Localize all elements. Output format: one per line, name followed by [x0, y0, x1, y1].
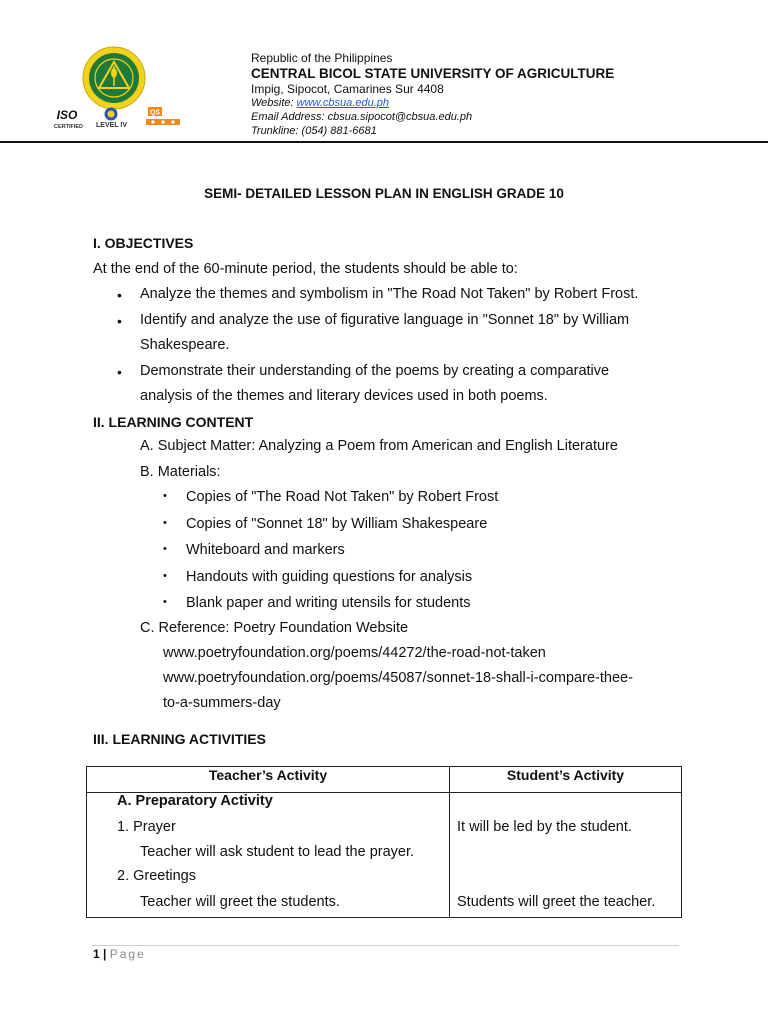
reference-url-1[interactable]: www.poetryfoundation.org/poems/44272/the-road-not-taken — [163, 645, 546, 661]
prayer-detail: Teacher will ask student to lead the prayer. — [140, 844, 415, 860]
reference-label: C. Reference: Poetry Foundation Website — [140, 620, 409, 636]
learning-content-heading: II. LEARNING CONTENT — [93, 414, 254, 430]
student-activity-cell — [450, 793, 682, 918]
page-word: Page — [109, 947, 146, 961]
student-greeting-response: Students will greet the teacher. — [457, 894, 656, 910]
table-header-row — [87, 767, 682, 793]
activities-table — [86, 766, 682, 918]
objective-item-2-line-2: Shakespeare. — [140, 337, 230, 353]
subject-matter: A. Subject Matter: Analyzing a Poem from American and English Literature — [140, 438, 618, 454]
teacher-activity-header: Teacher’s Activity — [87, 767, 450, 793]
learning-activities-heading: III. LEARNING ACTIVITIES — [93, 731, 266, 747]
objectives-heading: I. OBJECTIVES — [93, 235, 194, 251]
email-line: Email Address: cbsua.sipocot@cbsua.edu.ph — [251, 111, 473, 123]
material-item: Copies of "The Road Not Taken" by Robert Frost — [186, 489, 499, 505]
page-footer — [93, 947, 146, 961]
material-item: Blank paper and writing utensils for students — [186, 595, 471, 611]
greetings-detail: Teacher will greet the students. — [140, 894, 340, 910]
objective-item-3-line-2: analysis of the themes and literary devices used in both poems. — [140, 388, 548, 404]
material-item: Whiteboard and markers — [186, 542, 345, 558]
svg-text:QS: QS — [149, 109, 161, 117]
document-title: SEMI- DETAILED LESSON PLAN IN ENGLISH GRADE 10 — [204, 186, 564, 201]
website-line — [251, 96, 731, 110]
website-label: Website: — [251, 97, 297, 109]
material-item: Handouts with guiding questions for analysis — [186, 569, 473, 585]
bullet-icon: • — [163, 490, 167, 502]
reference-url-2-cont[interactable]: to-a-summers-day — [163, 695, 281, 711]
table-row — [87, 793, 682, 918]
qs-stars-badge-icon — [143, 107, 183, 131]
student-activity-header: Student’s Activity — [450, 767, 682, 793]
objectives-intro: At the end of the 60-minute period, the students should be able to: — [93, 261, 518, 277]
republic-line: Republic of the Philippines — [251, 51, 393, 65]
iso-certified-label: CERTIFIED — [54, 124, 84, 130]
footer-divider — [92, 945, 679, 946]
bullet-icon: • — [163, 517, 167, 529]
bullet-icon: • — [163, 596, 167, 608]
bullet-icon: • — [163, 543, 167, 555]
preparatory-activity-label: A. Preparatory Activity — [117, 793, 273, 809]
objective-item-1: Analyze the themes and symbolism in "The Road Not Taken" by Robert Frost. — [140, 286, 639, 302]
address-line: Impig, Sipocot, Camarines Sur 4408 — [251, 81, 444, 96]
page-number: 1 — [93, 947, 100, 961]
prayer-label: 1. Prayer — [117, 819, 176, 835]
university-seal-logo — [82, 46, 146, 110]
bullet-icon: • — [117, 364, 122, 380]
bullet-icon: • — [117, 313, 122, 329]
website-link[interactable]: www.cbsua.edu.ph — [296, 97, 389, 109]
bullet-icon: • — [163, 570, 167, 582]
level-iv-badge-icon — [94, 107, 128, 123]
accreditation-badges — [48, 107, 193, 133]
page-separator: | — [103, 947, 107, 961]
materials-label: B. Materials: — [140, 464, 221, 480]
objective-item-3-line-1: Demonstrate their understanding of the poems by creating a comparative — [140, 363, 610, 379]
greetings-label: 2. Greetings — [117, 868, 196, 884]
university-name: CENTRAL BICOL STATE UNIVERSITY OF AGRICULTURE — [251, 65, 615, 81]
objective-item-2-line-1: Identify and analyze the use of figurative language in "Sonnet 18" by William — [140, 312, 630, 328]
trunkline-line: Trunkline: (054) 881-6681 — [251, 125, 377, 137]
level-iv-label: LEVEL IV — [96, 122, 127, 129]
svg-text:ISO: ISO — [56, 108, 78, 122]
teacher-activity-cell — [87, 793, 450, 918]
reference-url-2[interactable]: www.poetryfoundation.org/poems/45087/sonnet-18-shall-i-compare-thee- — [163, 670, 633, 686]
material-item: Copies of "Sonnet 18" by William Shakespeare — [186, 516, 488, 532]
student-prayer-response: It will be led by the student. — [457, 819, 632, 835]
header-divider — [0, 141, 768, 143]
letterhead-text — [251, 51, 731, 138]
bullet-icon: • — [117, 287, 122, 303]
